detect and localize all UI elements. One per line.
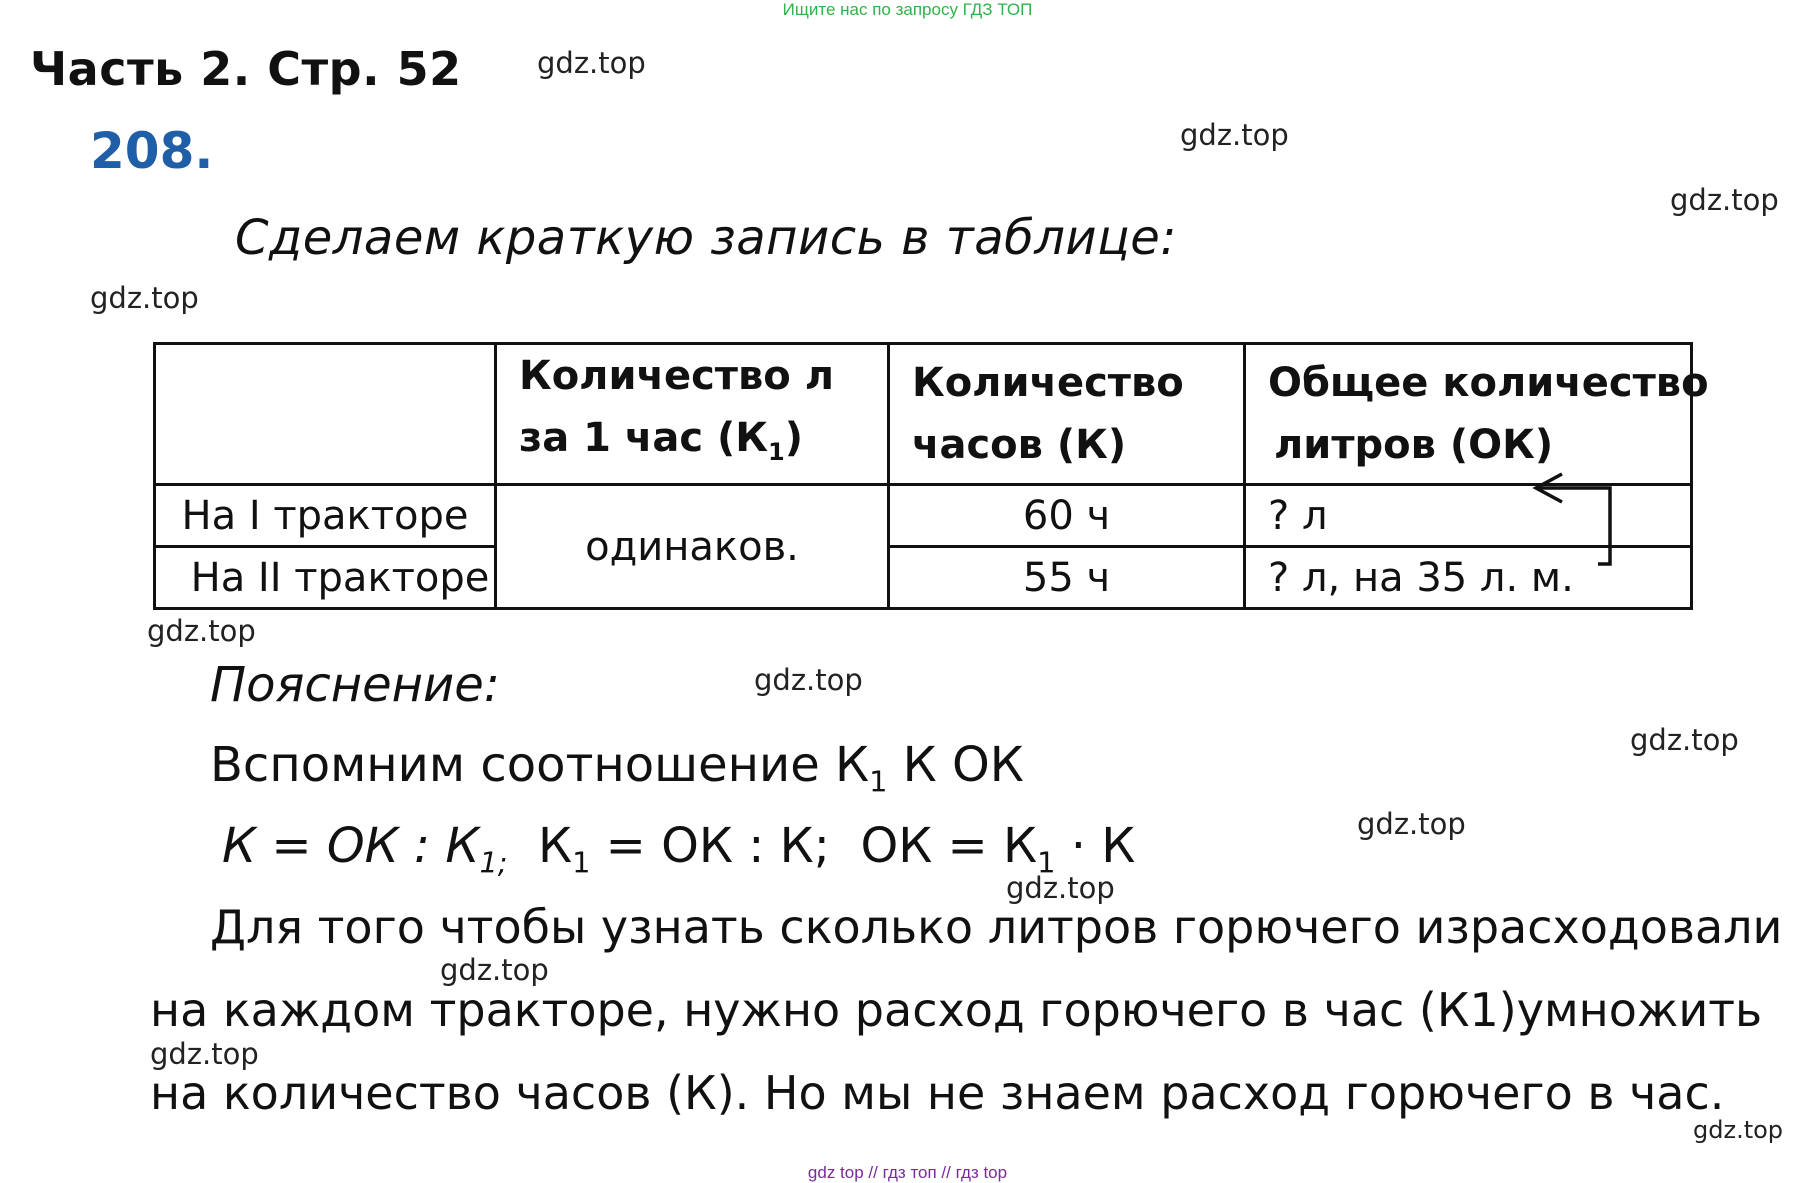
header-hours	[889, 344, 1245, 485]
header-rate-line1: Количество л	[519, 353, 834, 399]
search-hint: Ищите нас по запросу ГДЗ ТОП	[782, 0, 1033, 19]
header-hours-line1: Количество	[912, 360, 1184, 406]
task-number: 208.	[90, 122, 214, 180]
header-hours-line2: часов (К)	[912, 422, 1127, 468]
header-rate-line2: за 1 час $(К_1)$	[519, 415, 803, 466]
explanation-line-1: Для того чтобы узнать сколько литров горючего израсходовали	[210, 900, 1783, 954]
watermark: gdz.top	[1693, 1116, 1784, 1144]
watermark: gdz.top	[1006, 871, 1115, 905]
page-title: Часть 2. Стр. 52	[30, 42, 462, 96]
formula-line: К = ОК : $К_{1;}$ $К_1$ = ОК : К; ОК = $К_1 \cdot К$	[222, 818, 1136, 880]
relation-text: Вспомним соотношение $К_1$ К ОК	[210, 737, 1024, 799]
watermark: gdz.top	[754, 663, 863, 697]
hours-cell: 60 ч	[889, 485, 1245, 547]
comparison-arrow-icon	[1520, 470, 1620, 580]
table-row	[155, 547, 1692, 609]
watermark: gdz.top	[147, 614, 256, 648]
header-total-line1: Общее количество	[1268, 360, 1709, 406]
footer-links[interactable]: gdz top // гдз топ // гдз top	[807, 1163, 1008, 1182]
header-rate	[496, 344, 889, 485]
explanation-line-2: на каждом тракторе, нужно расход горючего в час (К1)умножить	[150, 983, 1763, 1037]
total-cell: ? л, на 35 л. м.	[1245, 547, 1692, 609]
watermark: gdz.top	[537, 46, 646, 80]
explanation-title: Пояснение:	[210, 657, 500, 713]
total-cell: ? л	[1245, 485, 1692, 547]
watermark: gdz.top	[150, 1037, 259, 1071]
watermark: gdz.top	[440, 953, 549, 987]
intro-text: Сделаем краткую запись в таблице:	[235, 210, 1177, 266]
watermark: gdz.top	[90, 281, 199, 315]
watermark: gdz.top	[1670, 183, 1779, 217]
hours-cell: 55 ч	[889, 547, 1245, 609]
table-row	[155, 485, 1692, 547]
data-table	[153, 342, 1709, 610]
row-label: На I тракторе	[155, 485, 496, 547]
header-total-line2: литров (ОК)	[1274, 422, 1554, 468]
watermark: gdz.top	[1630, 723, 1739, 757]
rate-cell: одинаков.	[496, 485, 889, 609]
header-empty	[155, 344, 496, 485]
explanation-line-3: на количество часов (К). Но мы не знаем расход горючего в час.	[150, 1066, 1725, 1120]
watermark: gdz.top	[1180, 118, 1289, 152]
table-header-row	[155, 344, 1692, 485]
header-total	[1245, 344, 1709, 485]
row-label: На II тракторе	[155, 547, 496, 609]
watermark: gdz.top	[1357, 807, 1466, 841]
